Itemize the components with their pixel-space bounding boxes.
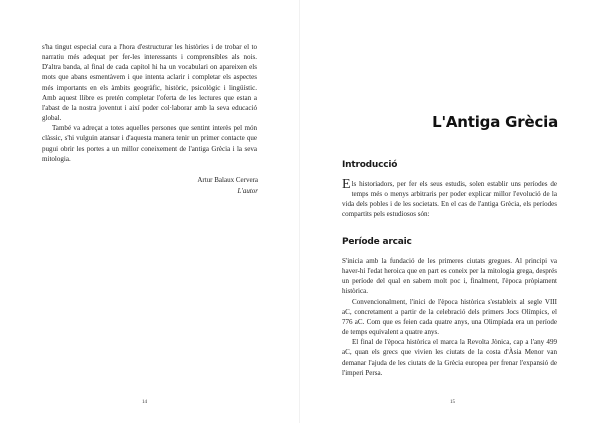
introduction-paragraph: [342, 179, 557, 220]
left-page-body: [42, 42, 257, 164]
section-heading-archaic-period: Període arcaic: [342, 237, 412, 247]
author-role: L'autor: [237, 187, 258, 195]
archaic-paragraph-1: S'inicia amb la fundació de les primeres ciutats gregues. Al principi va haver-hi l'edat heroica que en part es coneix per la mitologia grega, després un període del qual en sabem molt poc i, finalment, l'època pròpiament històrica.: [342, 257, 557, 296]
drop-cap: E: [342, 177, 351, 192]
page-number-left: 14: [142, 400, 147, 405]
archaic-period-body: [342, 256, 557, 378]
section-heading-introduction: Introducció: [342, 160, 398, 170]
left-paragraph-1: s'ha tingut especial cura a l'hora d'estructurar les històries i de trobar el to narratiu més adequat per fer-les interessants i comprensibles als nois. D'altra banda, al final de cada capítol hi ha un vocabulari on apareixen els mots que abans esmentàvem i que intenta aclarir i completar els aspectes més importants en els àmbits geogràfic, històric, psicològic i lingüístic. Amb aquest llibre es pretén completar l'oferta de les lectures que estan a l'abast de la nostra joventut i així poder col·laborar amb la seva educació global.: [42, 43, 257, 123]
introduction-text: ls historiadors, per fer els seus estudis, solen establir uns períodes de temps més o menys arbitraris per poder explicar millor l'evolució de la vida dels pobles i de les societats. En el cas de l'antiga Grècia, els períodes compartits pels estudiosos són:: [342, 180, 557, 219]
archaic-paragraph-3: El final de l'època històrica el marca la Revolta Jònica, cap a l'any 499 aC, quan els grecs que vivien les ciutats de la costa d'Àsia Menor van demanar l'ajuda de les ciutats de la Grècia europea per frenar l'expansió de l'imperi Persa.: [342, 338, 557, 377]
introduction-body: [342, 179, 557, 220]
author-signature: [108, 175, 258, 197]
page-number-right: 15: [450, 400, 455, 405]
archaic-paragraph-2: Convencionalment, l'inici de l'època històrica s'estableix al segle VIII aC, concretament a partir de la celebració dels primers Jocs Olímpics, el 776 aC. Com que es feien cada quatre anys, una Olimpíada era un període de temps equivalent a quatre anys.: [342, 297, 557, 337]
right-page: [300, 0, 600, 423]
left-paragraph-2: També va adreçat a totes aquelles persones que sentint interès pel món clàssic, s'hi vulguin atansar i d'aquesta manera tenir un primer contacte que pugui obrir les portes a un millor coneixement de l'antiga Grècia i la seva mitologia.: [42, 124, 257, 163]
author-name: Artur Balaux Cervera: [197, 176, 258, 184]
chapter-title: L'Antiga Grècia: [432, 113, 558, 131]
